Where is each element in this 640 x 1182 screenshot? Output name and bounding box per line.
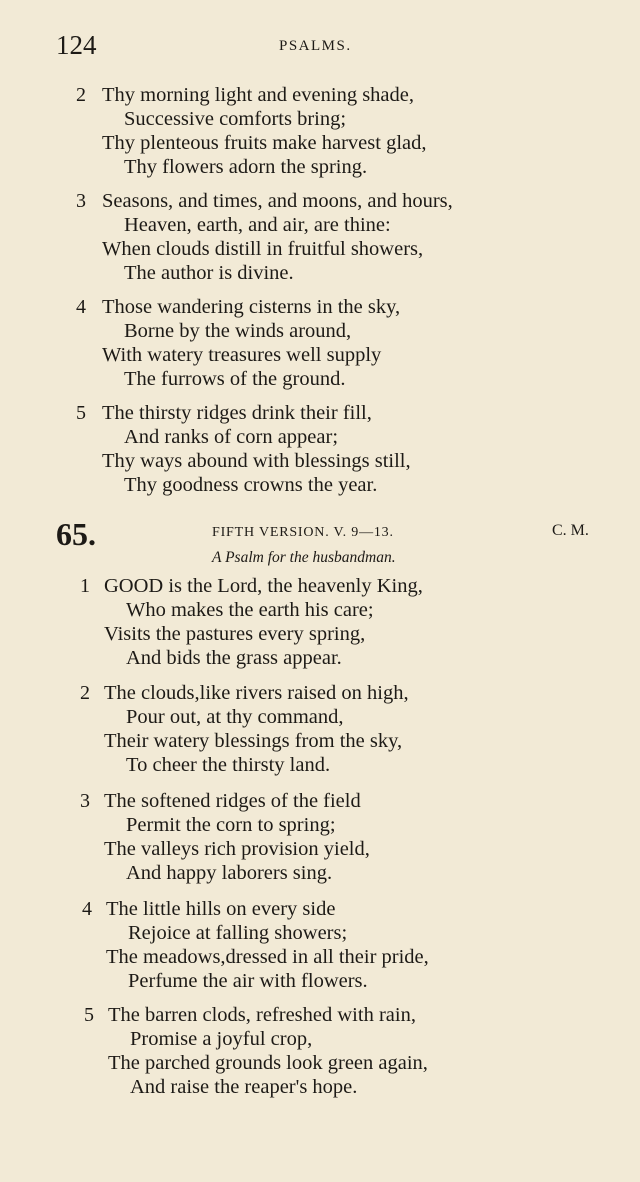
verse-line: Pour out, at thy command,: [126, 706, 344, 728]
verse-line: The clouds,like rivers raised on high,: [104, 682, 409, 704]
verse-line: With watery treasures well supply: [102, 344, 382, 366]
verse-line: Thy goodness crowns the year.: [124, 474, 378, 496]
psalm-subtitle: A Psalm for the husbandman.: [212, 549, 396, 566]
verse-line: Rejoice at falling showers;: [128, 922, 348, 944]
psalm-version: FIFTH VERSION. V. 9—13.: [212, 525, 394, 540]
verse-line: The thirsty ridges drink their fill,: [102, 402, 372, 424]
verse-line: And happy laborers sing.: [126, 862, 333, 884]
verse-line: Seasons, and times, and moons, and hours,: [102, 190, 453, 212]
verse-number: 1: [80, 575, 90, 597]
verse-line: The furrows of the ground.: [124, 368, 346, 390]
verse-line: GOOD is the Lord, the heavenly King,: [104, 575, 423, 597]
verse-line: Thy plenteous fruits make harvest glad,: [102, 132, 427, 154]
verse-number: 2: [76, 84, 86, 106]
verse-line: And raise the reaper's hope.: [130, 1076, 358, 1098]
verse-number: 4: [76, 296, 86, 318]
verse-number: 4: [82, 898, 92, 920]
verse-number: 2: [80, 682, 90, 704]
verse-number: 5: [84, 1004, 94, 1026]
verse-number: 3: [76, 190, 86, 212]
verse-line: The little hills on every side: [106, 898, 336, 920]
verse-line: Thy morning light and evening shade,: [102, 84, 414, 106]
verse-line: The softened ridges of the field: [104, 790, 361, 812]
verse-line: Successive comforts bring;: [124, 108, 347, 130]
verse-line: The barren clods, refreshed with rain,: [108, 1004, 416, 1026]
verse-line: Heaven, earth, and air, are thine:: [124, 214, 391, 236]
psalm-number: 65.: [56, 516, 96, 552]
verse-line: Promise a joyful crop,: [130, 1028, 313, 1050]
verse-line: Permit the corn to spring;: [126, 814, 336, 836]
verse-line: Thy flowers adorn the spring.: [124, 156, 368, 178]
verse-line: The parched grounds look green again,: [108, 1052, 428, 1074]
verse-number: 3: [80, 790, 90, 812]
verse-line: Perfume the air with flowers.: [128, 970, 368, 992]
page-number: 124: [56, 30, 97, 60]
verse-line: The author is divine.: [124, 262, 294, 284]
verse-line: Their watery blessings from the sky,: [104, 730, 403, 752]
psalm-meter: C. M.: [552, 522, 589, 539]
verse-line: When clouds distill in fruitful showers,: [102, 238, 424, 260]
verse-line: Who makes the earth his care;: [126, 599, 374, 621]
verse-line: Borne by the winds around,: [124, 320, 352, 342]
verse-line: Visits the pastures every spring,: [104, 623, 366, 645]
verse-line: And bids the grass appear.: [126, 647, 342, 669]
verse-line: To cheer the thirsty land.: [126, 754, 331, 776]
verse-number: 5: [76, 402, 86, 424]
verse-line: Those wandering cisterns in the sky,: [102, 296, 401, 318]
running-head: PSALMS.: [279, 38, 352, 54]
verse-line: The meadows,dressed in all their pride,: [106, 946, 429, 968]
verse-line: And ranks of corn appear;: [124, 426, 339, 448]
verse-line: The valleys rich provision yield,: [104, 838, 370, 860]
verse-line: Thy ways abound with blessings still,: [102, 450, 411, 472]
